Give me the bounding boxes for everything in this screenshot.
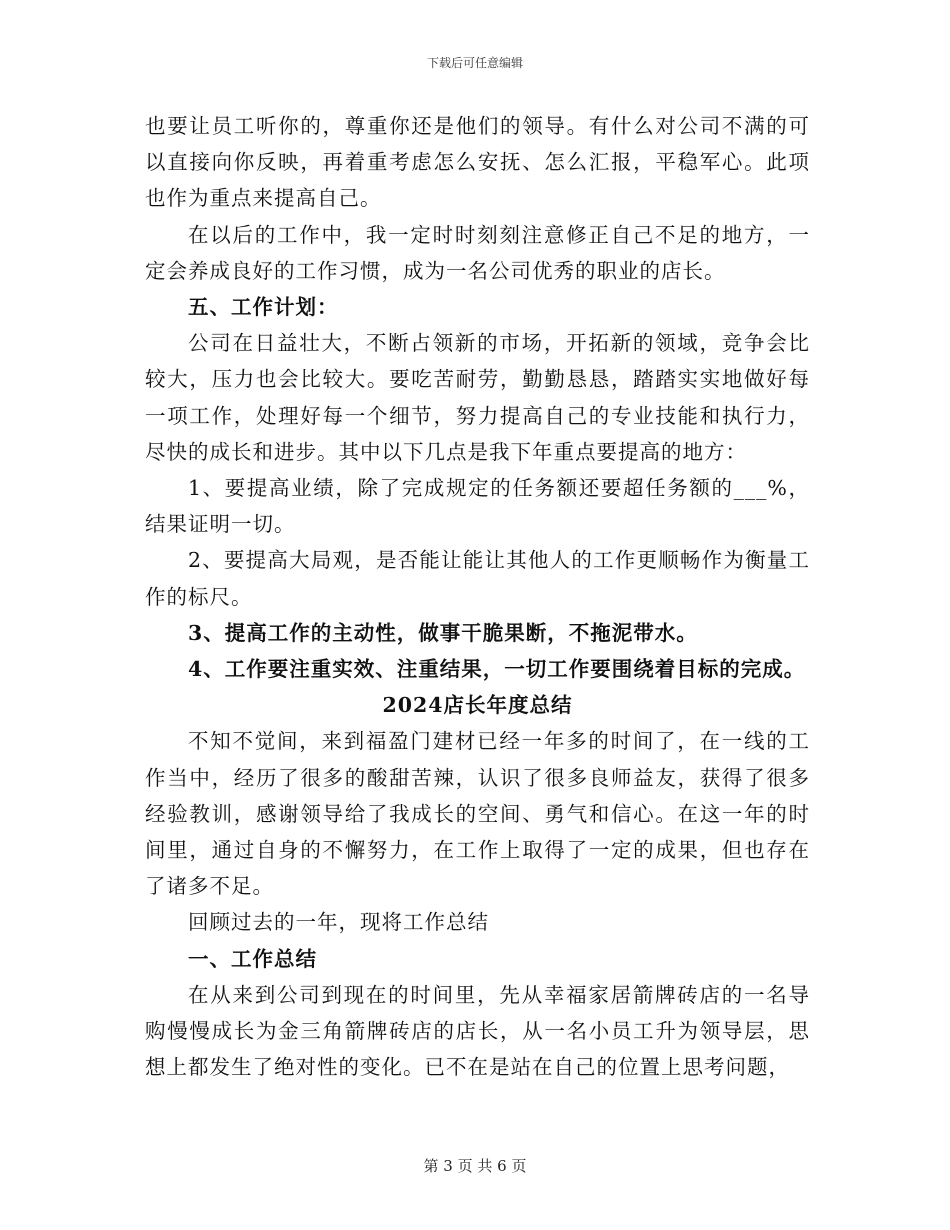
document-body xyxy=(145,108,810,1085)
page-number: 第 3 页 共 6 页 xyxy=(423,1157,527,1175)
paragraph-4: 不知不觉间，来到福盈门建材已经一年多的时间了，在一线的工作当中，经历了很多的酸甜苦辣，认识了很多良师益友，获得了很多经验教训，感谢领导给了我成长的空间、勇气和信心。在这一年的时间里，通过自身的不懈努力，在工作上取得了一定的成果，但也存在了诸多不足。 xyxy=(145,729,810,899)
section-heading-work-plan: 五、工作计划： xyxy=(188,295,339,320)
plan-item-1: 1、要提高业绩，除了完成规定的任务额还要超任务额的___%，结果证明一切。 xyxy=(145,476,810,537)
page-header-note: 下载后可任意编辑 xyxy=(426,56,523,70)
paragraph-1: 也要让员工听你的，尊重你还是他们的领导。有什么对公司不满的可以直接向你反映，再着重考虑怎么安抚、怎么汇报，平稳军心。此项也作为重点来提高自己。 xyxy=(145,114,810,211)
paragraph-3: 公司在日益壮大，不断占领新的市场，开拓新的领域，竞争会比较大，压力也会比较大。要吃苦耐劳，勤勤恳恳，踏踏实实地做好每一项工作，处理好每一个细节，努力提高自己的专业技能和执行力，尽快的成长和进步。其中以下几点是我下年重点要提高的地方： xyxy=(145,331,810,464)
plan-item-3: 3、提高工作的主动性，做事干脆果断，不拖泥带水。 xyxy=(188,620,698,645)
section-heading-work-summary: 一、工作总结 xyxy=(188,946,317,971)
paragraph-2: 在以后的工作中，我一定时时刻刻注意修正自己不足的地方，一定会养成良好的工作习惯，成为一名公司优秀的职业的店长。 xyxy=(145,222,810,283)
plan-item-2: 2、要提高大局观，是否能让能让其他人的工作更顺畅作为衡量工作的标尺。 xyxy=(145,548,810,609)
paragraph-5: 回顾过去的一年，现将工作总结 xyxy=(188,910,489,935)
paragraph-6: 在从来到公司到现在的时间里，先从幸福家居箭牌砖店的一名导购慢慢成长为金三角箭牌砖店的店长，从一名小员工升为领导层，思想上都发生了绝对性的变化。已不在是站在自己的位置上思考问题， xyxy=(145,982,810,1080)
document-title: 2024店长年度总结 xyxy=(382,693,573,718)
plan-item-4: 4、工作要注重实效、注重结果，一切工作要围绕着目标的完成。 xyxy=(188,657,806,682)
